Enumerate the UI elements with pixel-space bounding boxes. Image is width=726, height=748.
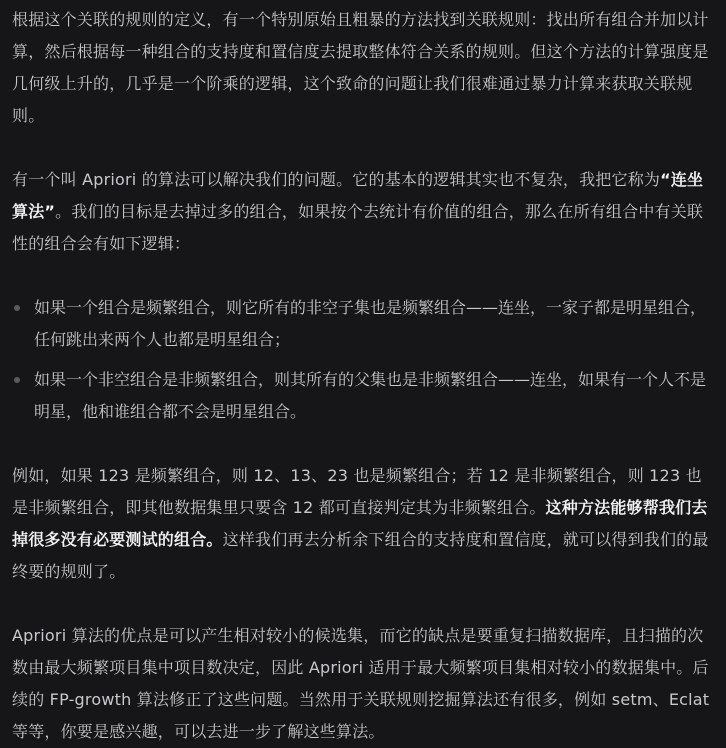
list-item [12, 292, 714, 356]
apriori-intro-text: 有一个叫 Apriori 的算法可以解决我们的问题。它的基本的逻辑其实也不复杂，我把它称为 [12, 170, 661, 189]
list-item-text: 如果一个组合是频繁组合，则它所有的非空子集也是频繁组合——连坐，一家子都是明星组合，任何跳出来两个人也都是明星组合； [34, 298, 707, 349]
paragraph-pros-cons: Apriori 算法的优点是可以产生相对较小的候选集，而它的缺点是要重复扫描数据库，且扫描的次数由最大频繁项目集中项目数决定，因此 Apriori 适用于最大频繁项目集相对较小的数据集中。后续的 FP-growth 算法修正了这些问题。当然用于关联规则挖掘算法还有很多，例如 setm、Eclat 等等，你要是感兴趣，可以去进一步了解这些算法。 [12, 626, 710, 741]
paragraph-apriori-intro [12, 164, 714, 260]
bullet-icon [14, 305, 20, 311]
list-item-text: 如果一个非空组合是非频繁组合，则其所有的父集也是非频繁组合——连坐，如果有一个人不是明星，他和谁组合都不会是明星组合。 [34, 370, 707, 421]
paragraph-brute-force: 根据这个关联的规则的定义，有一个特别原始且粗暴的方法找到关联规则：找出所有组合并加以计算，然后根据每一种组合的支持度和置信度去提取整体符合关系的规则。但这个方法的计算强度是几何级上升的，几乎是一个阶乘的逻辑，这个致命的问题让我们很难通过暴力计算来获取关联规则。 [12, 10, 709, 125]
apriori-intro-text-cont: 。我们的目标是去掉过多的组合，如果按个去统计有价值的组合，那么在所有组合中有关联性的组合会有如下逻辑： [12, 202, 704, 253]
paragraph-example [12, 460, 714, 588]
example-emphasis: 这种方法能够帮我们去掉很多没有必要测试的组合。 [12, 498, 708, 549]
example-text: 例如，如果 123 是频繁组合，则 12、13、23 也是频繁组合；若 12 是非频繁组合，则 123 也是非频繁组合，即其他数据集里只要含 12 都可直接判定其为非频繁组合。 [12, 466, 702, 517]
example-text-cont: 这样我们再去分析余下组合的支持度和置信度，就可以得到我们的最终要的规则了。 [12, 530, 709, 581]
bullet-icon [14, 377, 20, 383]
list-item [12, 364, 714, 428]
apriori-rules-list [12, 292, 714, 428]
lianzuo-term: “连坐算法” [12, 170, 704, 221]
